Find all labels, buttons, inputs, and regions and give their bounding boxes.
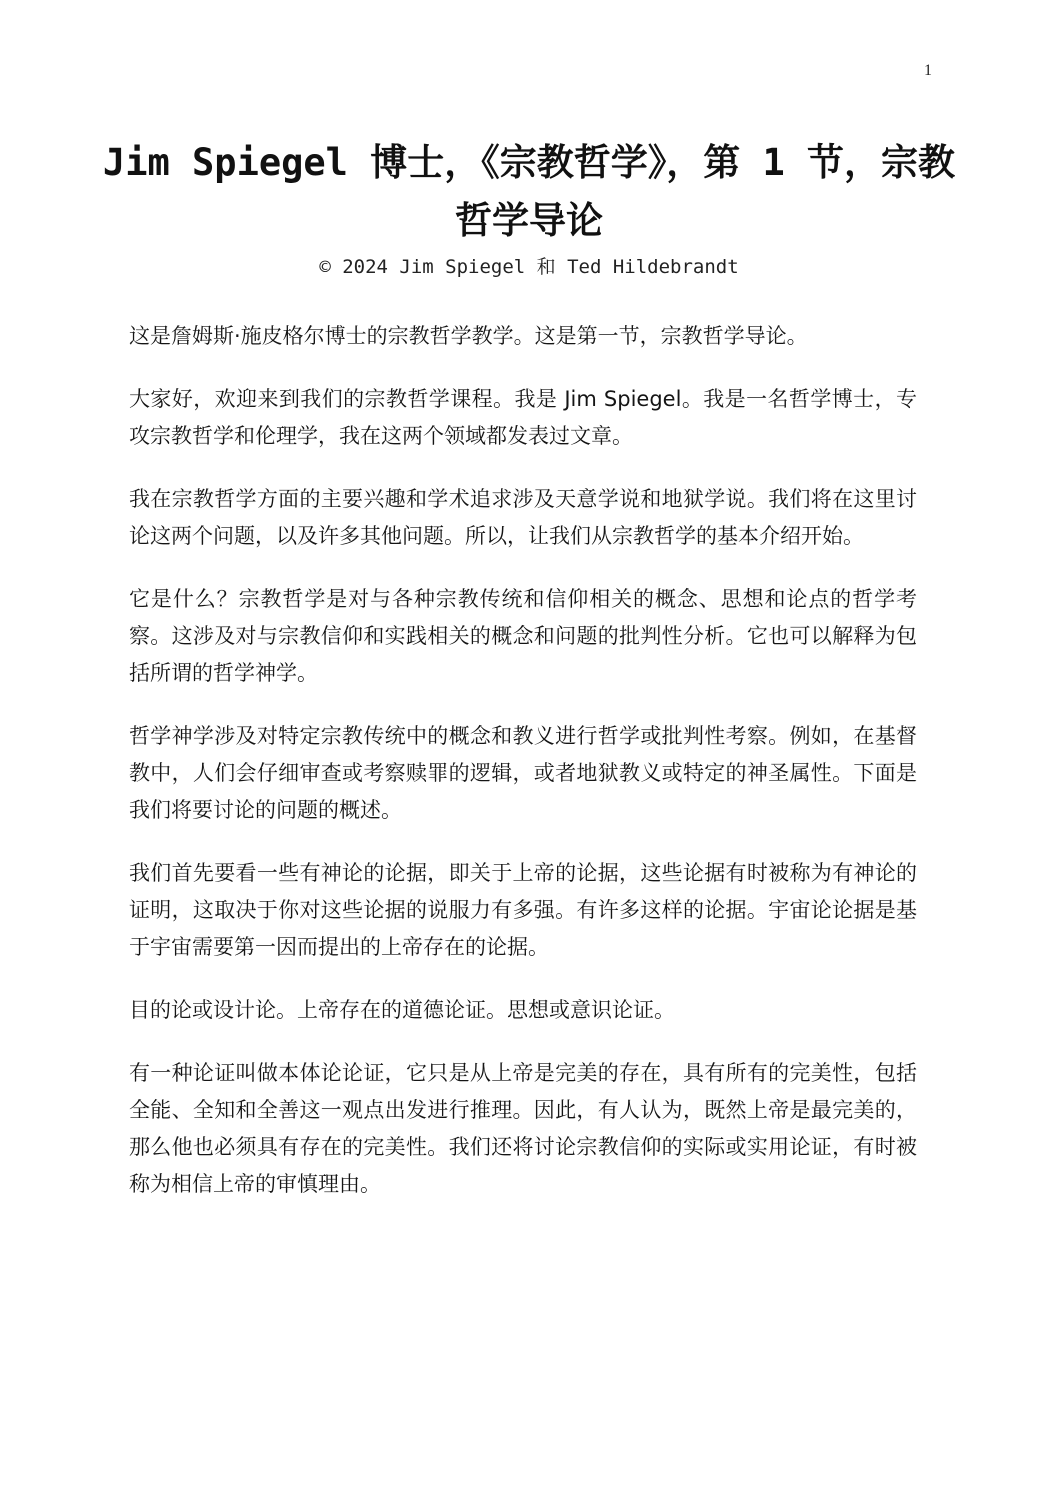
- paragraph: 大家好，欢迎来到我们的宗教哲学课程。我是 Jim Spiegel。我是一名哲学博士，专攻宗教哲学和伦理学，我在这两个领域都发表过文章。: [129, 387, 917, 448]
- paragraph: 有一种论证叫做本体论论证，它只是从上帝是完美的存在，具有所有的完美性，包括全能、全知和全善这一观点出发进行推理。因此，有人认为，既然上帝是最完美的，那么他也必须具有存在的完美性。我们还将讨论宗教信仰的实际或实用论证，有时被称为相信上帝的审慎理由。: [129, 1061, 917, 1196]
- paragraph: 目的论或设计论。上帝存在的道德论证。思想或意识论证。: [129, 998, 675, 1022]
- copyright-line: © 2024 Jim Spiegel 和 Ted Hildebrandt: [319, 256, 739, 278]
- title-block: [100, 134, 958, 280]
- document-title: Jim Spiegel 博士，《宗教哲学》，第 1 节，宗教哲学导论: [102, 141, 956, 242]
- paragraph: 我在宗教哲学方面的主要兴趣和学术追求涉及天意学说和地狱学说。我们将在这里讨论这两个问题，以及许多其他问题。所以，让我们从宗教哲学的基本介绍开始。: [129, 487, 917, 548]
- page-number: 1: [924, 62, 932, 79]
- paragraph: 它是什么？宗教哲学是对与各种宗教传统和信仰相关的概念、思想和论点的哲学考察。这涉及对与宗教信仰和实践相关的概念和问题的批判性分析。它也可以解释为包括所谓的哲学神学。: [129, 587, 917, 685]
- paragraph: 这是詹姆斯·施皮格尔博士的宗教哲学教学。这是第一节，宗教哲学导论。: [129, 324, 808, 348]
- paragraph: 我们首先要看一些有神论的论据，即关于上帝的论据，这些论据有时被称为有神论的证明，这取决于你对这些论据的说服力有多强。有许多这样的论据。宇宙论论据是基于宇宙需要第一因而提出的上帝存在的论据。: [129, 861, 917, 959]
- paragraph: 哲学神学涉及对特定宗教传统中的概念和教义进行哲学或批判性考察。例如，在基督教中，人们会仔细审查或考察赎罪的逻辑，或者地狱教义或特定的神圣属性。下面是我们将要讨论的问题的概述。: [129, 724, 917, 822]
- document-body: [129, 318, 917, 1229]
